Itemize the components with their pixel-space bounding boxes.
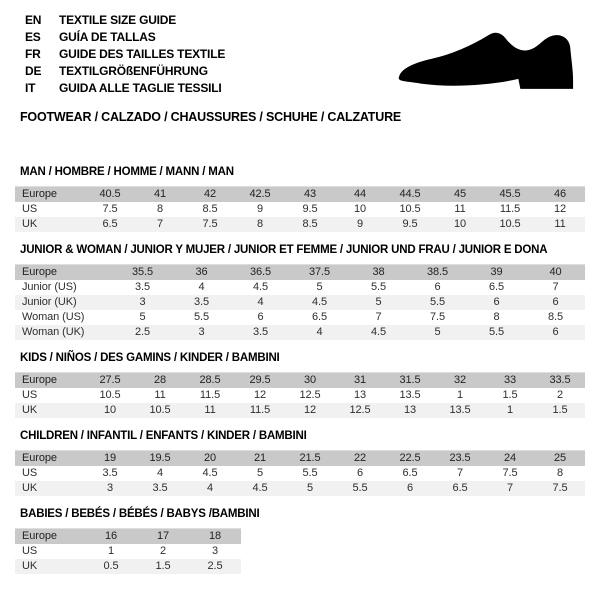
language-guide-title: GUÍA DE TALLAS <box>59 30 156 44</box>
size-cell: 32 <box>435 373 485 389</box>
size-cell: 13 <box>353 389 367 401</box>
size-cell: 6 <box>526 325 585 340</box>
size-table <box>15 372 585 418</box>
size-cell: 10 <box>353 203 367 215</box>
size-cell: 9.5 <box>302 203 318 215</box>
size-cell: 7.5 <box>102 203 118 215</box>
size-cell: 1 <box>485 403 535 418</box>
table-row <box>15 403 585 418</box>
table-title: MAN / HOMBRE / HOMME / MANN / MAN <box>20 166 234 178</box>
size-cell: 11 <box>185 403 235 418</box>
size-cell: 17 <box>137 529 189 545</box>
size-cell: 12.5 <box>335 403 385 418</box>
size-cell: 45 <box>435 187 485 203</box>
size-cell: 2 <box>159 545 167 557</box>
size-cell: 12 <box>253 389 267 401</box>
size-cell: 19.5 <box>135 451 185 467</box>
size-cell: 7 <box>375 311 382 323</box>
size-cell: 11.5 <box>199 389 221 401</box>
size-cell: 10 <box>435 217 485 232</box>
size-cell: 6 <box>356 467 364 479</box>
size-cell: 3.5 <box>135 481 185 496</box>
size-cell: 3.5 <box>135 281 150 293</box>
size-cell: 36.5 <box>231 265 290 281</box>
table-row <box>15 481 585 496</box>
size-cell: 12 <box>553 203 567 215</box>
size-cell: 2 <box>556 389 564 401</box>
size-cell: 4.5 <box>349 325 408 340</box>
row-label: Europe <box>15 187 85 203</box>
language-guide-title: GUIDE DES TAILLES TEXTILE <box>59 47 226 61</box>
size-cell: 8.5 <box>285 217 335 232</box>
size-cell: 9 <box>256 203 264 215</box>
row-label: Woman (UK) <box>15 325 113 340</box>
size-cell: 38 <box>349 265 408 281</box>
size-table <box>15 264 585 340</box>
section-junior-woman <box>15 244 600 340</box>
size-cell: 31 <box>335 373 385 389</box>
size-cell: 43 <box>285 187 335 203</box>
page-header <box>0 0 600 124</box>
size-cell: 3.5 <box>102 467 118 479</box>
size-cell: 6.5 <box>489 281 504 293</box>
size-cell: 31.5 <box>385 373 435 389</box>
size-cell: 42.5 <box>235 187 285 203</box>
table-title: CHILDREN / INFANTIL / ENFANTS / KINDER / BAMBINI <box>20 430 307 442</box>
size-cell: 8 <box>235 217 285 232</box>
table-row <box>15 310 585 325</box>
size-cell: 40.5 <box>85 187 135 203</box>
size-cell: 3 <box>211 545 219 557</box>
size-cell: 24 <box>485 451 535 467</box>
size-cell: 5.5 <box>302 467 318 479</box>
size-table <box>15 186 585 232</box>
size-cell: 25 <box>535 451 585 467</box>
table-row <box>15 295 585 310</box>
table-row <box>15 187 585 203</box>
size-table <box>15 528 241 574</box>
size-cell: 5.5 <box>194 311 209 323</box>
table-row <box>15 529 241 545</box>
size-cell: 1.5 <box>137 559 189 574</box>
size-cell: 6 <box>434 281 441 293</box>
size-cell: 5 <box>408 325 467 340</box>
section-kids <box>15 352 600 418</box>
size-cell: 4.5 <box>202 467 218 479</box>
table-row <box>15 217 585 232</box>
size-cell: 6 <box>257 311 264 323</box>
table-title: JUNIOR & WOMAN / JUNIOR Y MUJER / JUNIOR ET FEMME / JUNIOR UND FRAU / JUNIOR E DONA <box>20 244 548 256</box>
size-cell: 5.5 <box>408 295 467 310</box>
size-cell: 1.5 <box>502 389 518 401</box>
size-table <box>15 450 585 496</box>
row-label: US <box>22 389 38 401</box>
section-man <box>15 166 600 232</box>
size-cell: 6 <box>526 295 585 310</box>
section-babies <box>15 508 600 574</box>
size-cell: 18 <box>189 529 241 545</box>
size-cell: 33.5 <box>535 373 585 389</box>
size-cell: 5 <box>349 295 408 310</box>
size-cell: 36 <box>172 265 231 281</box>
size-cell: 5 <box>256 467 264 479</box>
size-cell: 6 <box>467 295 526 310</box>
size-cell: 7.5 <box>430 311 445 323</box>
size-cell: 20 <box>185 451 235 467</box>
size-cell: 2.5 <box>113 325 172 340</box>
size-cell: 5 <box>316 281 323 293</box>
size-cell: 7.5 <box>185 217 235 232</box>
size-cell: 30 <box>285 373 335 389</box>
table-row <box>15 388 585 403</box>
size-cell: 3 <box>85 481 135 496</box>
size-cell: 7 <box>456 467 464 479</box>
table-row <box>15 265 585 281</box>
row-label: UK <box>15 481 85 496</box>
size-cell: 8.5 <box>548 311 563 323</box>
row-label: US <box>22 203 38 215</box>
row-label: Junior (US) <box>22 281 77 293</box>
size-cell: 4 <box>156 467 164 479</box>
size-cell: 6.5 <box>312 311 327 323</box>
size-cell: 39 <box>467 265 526 281</box>
size-cell: 46 <box>535 187 585 203</box>
size-cell: 44.5 <box>385 187 435 203</box>
section-children <box>15 430 600 496</box>
language-guide-title: GUIDA ALLE TAGLIE TESSILI <box>59 81 222 95</box>
table-title: KIDS / NIÑOS / DES GAMINS / KINDER / BAMBINI <box>20 352 280 364</box>
language-code: EN <box>25 13 42 27</box>
table-row <box>15 280 585 295</box>
size-cell: 45.5 <box>485 187 535 203</box>
size-cell: 37.5 <box>290 265 349 281</box>
table-row <box>15 559 241 574</box>
size-cell: 28.5 <box>185 373 235 389</box>
size-cell: 33 <box>485 373 535 389</box>
row-label: UK <box>15 403 85 418</box>
size-cell: 1 <box>107 545 115 557</box>
size-cell: 27.5 <box>85 373 135 389</box>
size-cell: 21 <box>235 451 285 467</box>
size-cell: 35.5 <box>113 265 172 281</box>
size-cell: 1 <box>456 389 464 401</box>
size-cell: 9 <box>335 217 385 232</box>
row-label: UK <box>15 559 85 574</box>
size-cell: 2.5 <box>189 559 241 574</box>
size-cell: 5 <box>139 311 146 323</box>
row-label: UK <box>15 217 85 232</box>
table-row <box>15 373 585 389</box>
row-label: US <box>22 545 38 557</box>
size-cell: 8.5 <box>202 203 218 215</box>
size-cell: 5.5 <box>467 325 526 340</box>
size-cell: 4.5 <box>235 481 285 496</box>
size-cell: 7 <box>135 217 185 232</box>
size-cell: 7 <box>552 281 559 293</box>
size-cell: 8 <box>156 203 164 215</box>
table-row <box>15 202 585 217</box>
size-cell: 7.5 <box>502 467 518 479</box>
table-row <box>15 466 585 481</box>
size-cell: 10.5 <box>399 203 421 215</box>
size-cell: 21.5 <box>285 451 335 467</box>
size-cell: 1.5 <box>535 403 585 418</box>
size-cell: 28 <box>135 373 185 389</box>
table-row <box>15 325 585 340</box>
size-cell: 7 <box>485 481 535 496</box>
size-cell: 3 <box>172 325 231 340</box>
size-cell: 4 <box>231 295 290 310</box>
size-cell: 16 <box>85 529 137 545</box>
size-cell: 19 <box>85 451 135 467</box>
size-cell: 13.5 <box>399 389 421 401</box>
size-cell: 13 <box>385 403 435 418</box>
size-cell: 10.5 <box>99 389 121 401</box>
row-label: US <box>22 467 38 479</box>
language-code: ES <box>25 30 41 44</box>
language-code: FR <box>25 47 41 61</box>
size-cell: 29.5 <box>235 373 285 389</box>
size-cell: 13.5 <box>435 403 485 418</box>
size-cell: 3.5 <box>172 295 231 310</box>
size-cell: 8 <box>493 311 500 323</box>
size-cell: 5.5 <box>335 481 385 496</box>
language-guide-title: TEXTILE SIZE GUIDE <box>59 13 177 27</box>
table-row <box>15 451 585 467</box>
table-row <box>15 544 241 559</box>
size-cell: 11 <box>154 389 166 401</box>
row-label: Europe <box>15 373 85 389</box>
size-cell: 40 <box>526 265 585 281</box>
size-cell: 6 <box>385 481 435 496</box>
size-cell: 10 <box>85 403 135 418</box>
size-cell: 11.5 <box>235 403 285 418</box>
size-cell: 11.5 <box>499 203 521 215</box>
size-cell: 4 <box>185 481 235 496</box>
size-cell: 42 <box>185 187 235 203</box>
category-title: FOOTWEAR / CALZADO / CHAUSSURES / SCHUHE / CALZATURE <box>20 110 402 124</box>
row-label: Europe <box>15 451 85 467</box>
size-cell: 5 <box>285 481 335 496</box>
size-cell: 5.5 <box>371 281 386 293</box>
shoe-icon <box>393 22 587 104</box>
size-cell: 4 <box>198 281 205 293</box>
size-cell: 10.5 <box>485 217 535 232</box>
size-cell: 12 <box>285 403 335 418</box>
size-cell: 4 <box>290 325 349 340</box>
size-cell: 0.5 <box>85 559 137 574</box>
size-cell: 41 <box>135 187 185 203</box>
size-cell: 11 <box>535 217 585 232</box>
size-cell: 6.5 <box>435 481 485 496</box>
size-cell: 22 <box>335 451 385 467</box>
size-cell: 22.5 <box>385 451 435 467</box>
row-label: Woman (US) <box>22 311 85 323</box>
size-cell: 23.5 <box>435 451 485 467</box>
language-guide-title: TEXTILGRÖßENFÜHRUNG <box>59 64 208 78</box>
size-cell: 6.5 <box>402 467 418 479</box>
size-cell: 44 <box>335 187 385 203</box>
size-tables <box>0 166 600 574</box>
language-code: DE <box>25 64 42 78</box>
size-cell: 3.5 <box>231 325 290 340</box>
size-cell: 6.5 <box>85 217 135 232</box>
size-cell: 10.5 <box>135 403 185 418</box>
row-label: Europe <box>15 265 113 281</box>
size-cell: 7.5 <box>535 481 585 496</box>
size-cell: 38.5 <box>408 265 467 281</box>
language-code: IT <box>25 81 36 95</box>
size-cell: 4.5 <box>253 281 268 293</box>
row-label: Europe <box>15 529 85 545</box>
size-cell: 3 <box>113 295 172 310</box>
size-cell: 11 <box>454 203 466 215</box>
size-cell: 9.5 <box>385 217 435 232</box>
size-cell: 8 <box>556 467 564 479</box>
table-title: BABIES / BEBÉS / BÉBÉS / BABYS /BAMBINI <box>20 508 260 520</box>
size-cell: 12.5 <box>299 389 321 401</box>
size-cell: 4.5 <box>290 295 349 310</box>
row-label: Junior (UK) <box>15 295 113 310</box>
